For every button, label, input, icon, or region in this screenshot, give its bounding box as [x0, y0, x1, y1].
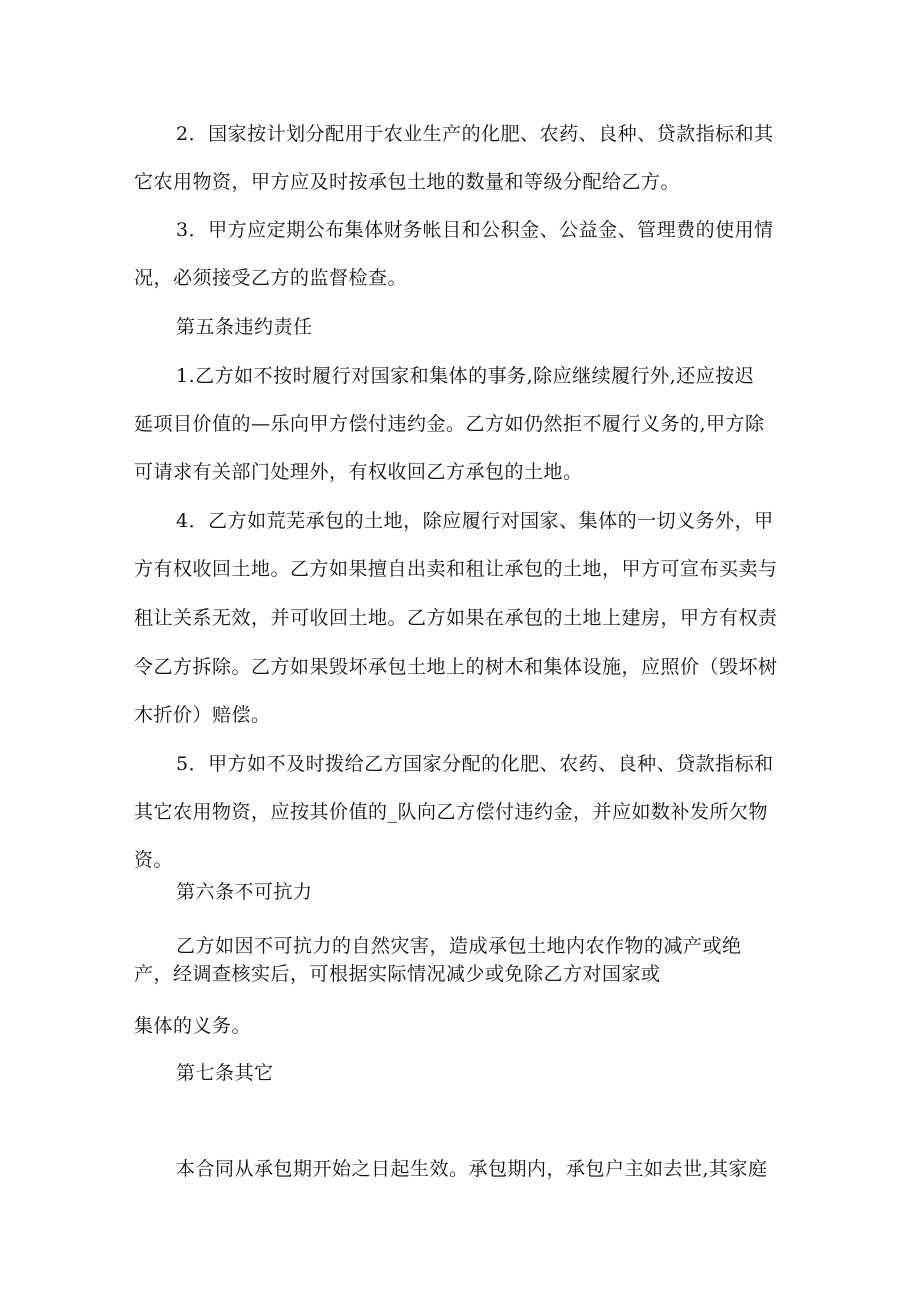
force-majeure-line-1: 乙方如因不可抗力的自然灾害，造成承包土地内农作物的减产或绝 [176, 935, 742, 957]
breach-item-4-line-3: 租让关系无效，并可收回土地。乙方如果在承包的土地上建房，甲方有权责 [134, 607, 778, 629]
breach-item-5-line-2: 其它农用物资，应按其价值的_队向乙方偿付违约金，并应如数补发所欠物 [134, 801, 769, 823]
breach-item-5-line-1: 5．甲方如不及时拨给乙方国家分配的化肥、农药、良种、贷款指标和 [176, 753, 774, 775]
paragraph-2-line-2: 它农用物资，甲方应及时按承包土地的数量和等级分配给乙方。 [134, 171, 681, 193]
breach-item-1-line-2: 延项目价值的—乐向甲方偿付违约金。乙方如仍然拒不履行义务的,甲方除 [134, 413, 765, 435]
paragraph-2-line-1: 2．国家按计划分配用于农业生产的化肥、农药、良种、贷款指标和其 [176, 123, 774, 145]
breach-item-4-line-1: 4．乙方如荒芜承包的土地，除应履行对国家、集体的一切义务外，甲 [176, 510, 774, 532]
section-heading-breach-liability: 第五条违约责任 [176, 316, 313, 338]
breach-item-1-line-1: 1.乙方如不按时履行对国家和集体的事务,除应继续履行外,还应按迟 [176, 365, 755, 387]
breach-item-5-line-3: 资。 [134, 849, 174, 871]
force-majeure-line-2: 产，经调查核实后，可根据实际情况减少或免除乙方对国家或 [134, 963, 661, 985]
paragraph-3-line-2: 况，必须接受乙方的监督检查。 [134, 267, 408, 289]
breach-item-4-line-2: 方有权收回土地。乙方如果擅自出卖和租让承包的土地，甲方可宣布买卖与 [134, 558, 778, 580]
effective-clause-line-1: 本合同从承包期开始之日起生效。承包期内，承包户主如去世,其家庭 [176, 1158, 768, 1180]
breach-item-1-line-3: 可请求有关部门处理外，有权收回乙方承包的土地。 [134, 461, 583, 483]
breach-item-4-line-4: 令乙方拆除。乙方如果毁坏承包土地上的树木和集体设施，应照价（毁坏树 [134, 656, 778, 678]
paragraph-3-line-1: 3．甲方应定期公布集体财务帐目和公积金、公益金、管理费的使用情 [176, 219, 774, 241]
breach-item-4-line-5: 木折价）赔偿。 [134, 704, 271, 726]
force-majeure-line-3: 集体的义务。 [134, 1015, 252, 1037]
section-heading-force-majeure: 第六条不可抗力 [176, 881, 313, 903]
section-heading-other: 第七条其它 [176, 1062, 274, 1084]
